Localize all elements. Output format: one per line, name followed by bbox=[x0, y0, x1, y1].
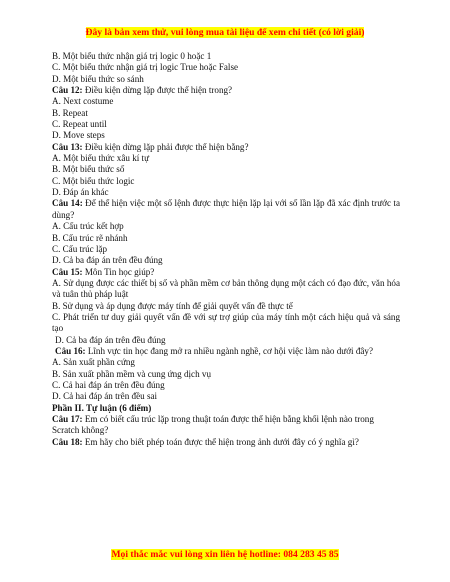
q15-option-a: A. Sử dụng được các thiết bị số và phần mềm cơ bản thông dụng một cách có đạo đức, văn hóa và tuân thủ pháp luật bbox=[52, 277, 400, 300]
q16-option-d: D. Cả hai đáp án trên đều sai bbox=[52, 391, 158, 402]
q15-option-d: D. Cả ba đáp án trên đều đúng bbox=[55, 334, 166, 345]
header-banner-text: Đây là bản xem thử, vui lòng mua tài liệu để xem chi tiết (có lời giải) bbox=[85, 27, 365, 38]
option-d: D. Một biểu thức so sánh bbox=[52, 73, 144, 84]
q16-option-c: C. Cả hai đáp án trên đều đúng bbox=[52, 379, 165, 390]
question-13-text: Điều kiện dừng lặp phải được thể hiện bằng? bbox=[82, 141, 249, 152]
document-body bbox=[52, 51, 400, 448]
q16-option-b: B. Sản xuất phần mềm và cung ứng dịch vụ bbox=[52, 368, 211, 379]
question-14 bbox=[52, 198, 400, 221]
question-18-text: Em hãy cho biết phép toán được thể hiện trong ảnh dưới đây có ý nghĩa gì? bbox=[82, 436, 359, 447]
q15-option-b: B. Sử dụng và áp dụng được máy tính để giải quyết vấn đề thực tế bbox=[52, 300, 293, 311]
q15-option-c: C. Phát triển tư duy giải quyết vấn đề với sự trợ giúp của máy tính một cách hiệu quả và sáng tạo bbox=[52, 311, 400, 334]
q12-option-a: A. Next costume bbox=[52, 96, 114, 107]
question-17-text: Em có biết cấu trúc lặp trong thuật toán được thể hiện bằng khối lệnh nào trong Scratch không? bbox=[52, 414, 374, 436]
q14-option-d: D. Cả ba đáp án trên đều đúng bbox=[52, 255, 163, 266]
q13-option-c: C. Một biểu thức logic bbox=[52, 175, 135, 186]
question-17 bbox=[52, 414, 400, 437]
question-15 bbox=[52, 267, 400, 278]
question-14-label: Câu 14: bbox=[52, 198, 83, 209]
question-12-label: Câu 12: bbox=[52, 85, 83, 96]
question-13 bbox=[52, 142, 400, 153]
question-13-label: Câu 13: bbox=[52, 141, 83, 152]
question-15-label: Câu 15: bbox=[52, 266, 83, 277]
q16-option-a: A. Sản xuất phần cứng bbox=[52, 357, 135, 368]
section-heading: Phần II. Tự luận (6 điểm) bbox=[52, 402, 152, 413]
q13-option-a: A. Một biểu thức xâu kí tự bbox=[52, 153, 149, 164]
question-17-label: Câu 17: bbox=[52, 414, 83, 424]
q12-option-d: D. Move steps bbox=[52, 130, 105, 141]
question-12 bbox=[52, 85, 400, 96]
q12-option-b: B. Repeat bbox=[52, 107, 88, 118]
option-b: B. Một biểu thức nhận giá trị logic 0 hoặc 1 bbox=[52, 51, 212, 61]
footer-banner-text: Mọi thắc mắc vui lòng xin liên hệ hotline: 084 283 45 85 bbox=[111, 549, 339, 560]
header-banner bbox=[0, 27, 450, 38]
question-16 bbox=[52, 346, 400, 357]
q12-option-c: C. Repeat until bbox=[52, 119, 107, 130]
q14-option-b: B. Cấu trúc rẽ nhánh bbox=[52, 232, 128, 243]
question-14-text: Để thể hiện việc một số lệnh được thực hiện lặp lại với số lần lặp đã xác định trước ta dùng? bbox=[52, 198, 400, 220]
option-c: C. Một biểu thức nhận giá trị logic True hoặc False bbox=[52, 62, 239, 73]
q14-option-a: A. Cấu trúc kết hợp bbox=[52, 221, 124, 232]
q14-option-c: C. Cấu trúc lặp bbox=[52, 243, 108, 254]
question-18 bbox=[52, 437, 400, 448]
q13-option-b: B. Một biểu thức số bbox=[52, 164, 125, 175]
question-18-label: Câu 18: bbox=[52, 436, 83, 447]
q13-option-d: D. Đáp án khác bbox=[52, 187, 109, 198]
footer-banner bbox=[0, 549, 450, 560]
question-12-text: Điều kiện dừng lặp được thể hiện trong? bbox=[82, 85, 233, 96]
question-16-text: Lĩnh vực tin học đang mở ra nhiều ngành nghề, cơ hội việc làm nào dưới đây? bbox=[85, 345, 373, 356]
question-15-text: Môn Tin học giúp? bbox=[82, 266, 155, 277]
question-16-label: Câu 16: bbox=[55, 345, 86, 356]
